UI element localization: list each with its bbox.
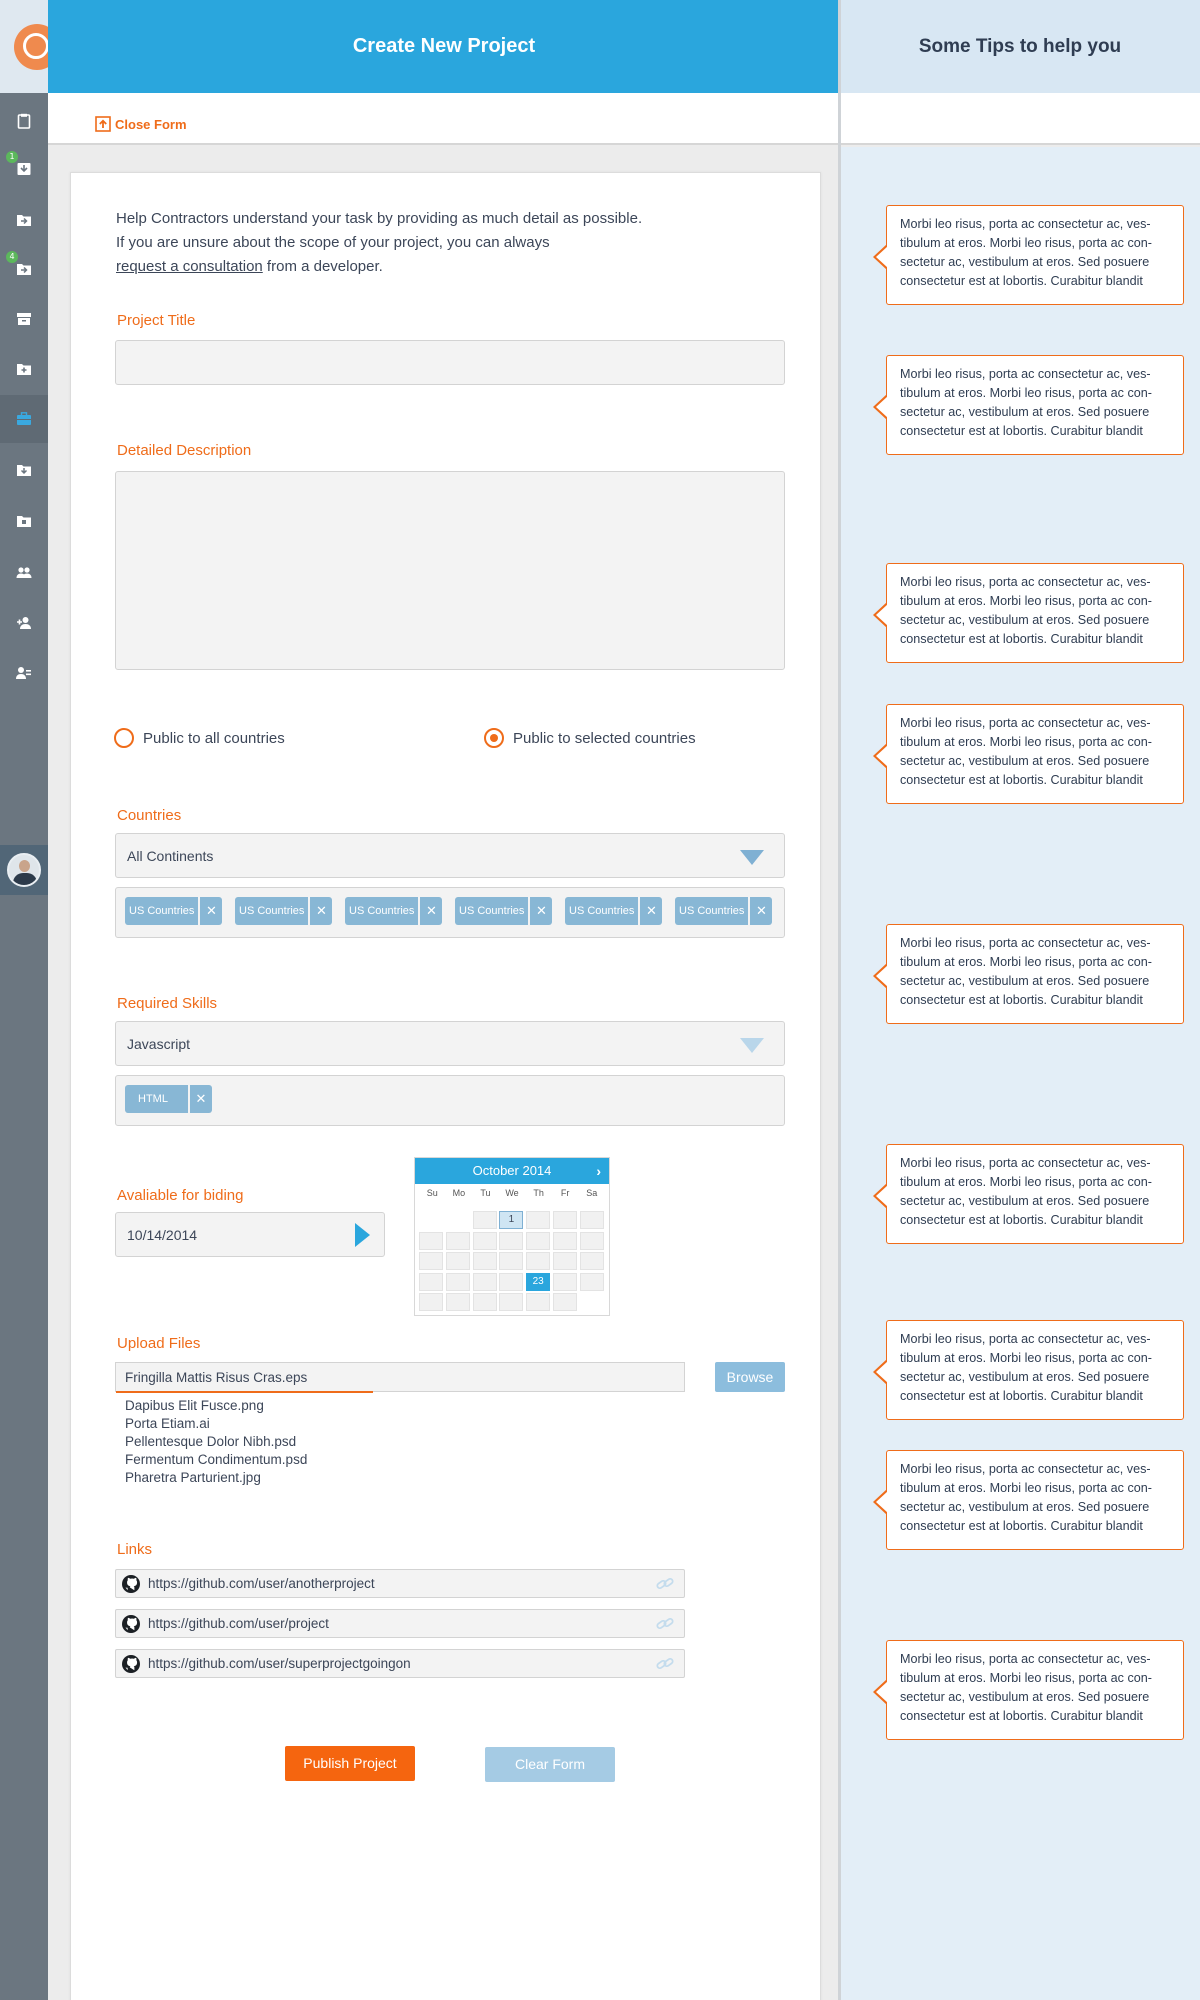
project-title-input[interactable] <box>115 340 785 385</box>
archive-icon <box>16 311 32 327</box>
folder-add-icon <box>16 361 32 377</box>
chevron-down-icon <box>740 1038 764 1053</box>
sidebar-item-folder-download[interactable] <box>0 446 48 494</box>
calendar-day[interactable] <box>473 1273 497 1291</box>
upload-arrow-icon <box>95 116 111 132</box>
countries-label: Countries <box>117 807 182 824</box>
next-month-icon[interactable]: › <box>596 1163 601 1179</box>
continents-select[interactable] <box>115 833 785 878</box>
radio-public-all[interactable] <box>114 728 285 748</box>
calendar-day[interactable] <box>499 1293 523 1311</box>
weekday: Th <box>533 1188 544 1198</box>
close-form-button[interactable] <box>95 116 187 132</box>
link-text: https://github.com/user/anotherproject <box>148 1576 375 1591</box>
link-text: https://github.com/user/project <box>148 1616 329 1631</box>
calendar-day[interactable] <box>526 1252 550 1270</box>
sidebar-item-inbox[interactable] <box>0 145 48 193</box>
calendar-day[interactable] <box>499 1273 523 1291</box>
sidebar-item-folder-add[interactable] <box>0 345 48 393</box>
consultation-link[interactable]: request a consultation <box>116 258 263 275</box>
clipboard-icon <box>16 113 32 129</box>
calendar-day[interactable] <box>580 1273 604 1291</box>
upload-current-file: Fringilla Mattis Risus Cras.eps <box>125 1370 308 1385</box>
weekday: Fr <box>560 1188 570 1198</box>
calendar-month: October 2014 <box>472 1163 552 1178</box>
skills-label: Required Skills <box>117 995 218 1012</box>
calendar-day[interactable] <box>580 1232 604 1250</box>
tag-label: US Countries <box>345 897 418 925</box>
calendar-header <box>415 1158 609 1184</box>
file-item[interactable]: Pharetra Parturient.jpg <box>125 1470 261 1485</box>
tip-callout: Morbi leo risus, porta ac consectetur ac, ves-tibulum at eros. Morbi leo risus, porta ac con-sectetur ac, vestibulum at eros. Sed posuere consectetur est at lobortis. Curabitur blandit <box>886 205 1184 305</box>
sidebar-item-forward[interactable] <box>0 196 48 244</box>
calendar-day[interactable] <box>419 1232 443 1250</box>
remove-tag-icon[interactable]: ✕ <box>640 897 662 925</box>
bid-date-label: Avaliable for biding <box>117 1187 244 1204</box>
tip-callout: Morbi leo risus, porta ac consectetur ac, ves-tibulum at eros. Morbi leo risus, porta ac con-sectetur ac, vestibulum at eros. Sed posuere consectetur est at lobortis. Curabitur blandit <box>886 1320 1184 1420</box>
tip-callout: Morbi leo risus, porta ac consectetur ac, ves-tibulum at eros. Morbi leo risus, porta ac con-sectetur ac, vestibulum at eros. Sed posuere consectetur est at lobortis. Curabitur blandit <box>886 1450 1184 1550</box>
upload-progress-bar <box>116 1391 373 1393</box>
calendar-day[interactable]: 23 <box>526 1273 550 1291</box>
tips-header <box>840 0 1200 93</box>
links-label: Links <box>117 1541 153 1558</box>
sidebar-item-archive[interactable] <box>0 295 48 343</box>
skills-select[interactable] <box>115 1021 785 1066</box>
tip-callout: Morbi leo risus, porta ac consectetur ac, ves-tibulum at eros. Morbi leo risus, porta ac con-sectetur ac, vestibulum at eros. Sed posuere consectetur est at lobortis. Curabitur blandit <box>886 704 1184 804</box>
page-header <box>48 0 840 93</box>
link-chain-icon[interactable] <box>656 1656 674 1672</box>
upload-file-input[interactable] <box>115 1362 685 1392</box>
remove-tag-icon[interactable]: ✕ <box>530 897 552 925</box>
tip-callout: Morbi leo risus, porta ac consectetur ac, ves-tibulum at eros. Morbi leo risus, porta ac con-sectetur ac, vestibulum at eros. Sed posuere consectetur est at lobortis. Curabitur blandit <box>886 355 1184 455</box>
calendar-day[interactable] <box>446 1273 470 1291</box>
calendar-day[interactable] <box>419 1252 443 1270</box>
tips-toolbar <box>840 93 1200 145</box>
sidebar-item-forward-2[interactable] <box>0 245 48 293</box>
calendar-day[interactable] <box>446 1293 470 1311</box>
calendar-day[interactable] <box>473 1211 497 1229</box>
calendar-day[interactable] <box>553 1211 577 1229</box>
country-tag <box>455 897 552 925</box>
calendar-day[interactable]: 1 <box>499 1211 523 1229</box>
upload-label: Upload Files <box>117 1335 201 1352</box>
project-title-label: Project Title <box>117 312 196 329</box>
folder-forward-icon <box>16 261 32 277</box>
sidebar-item-folder[interactable] <box>0 497 48 545</box>
tag-label: HTML <box>125 1085 188 1113</box>
close-form-label: Close Form <box>115 116 187 132</box>
link-input[interactable] <box>115 1569 685 1598</box>
folder-icon <box>16 513 32 529</box>
radio-public-selected[interactable] <box>484 728 696 748</box>
sidebar-item-add-user[interactable] <box>0 599 48 647</box>
tag-label: US Countries <box>455 897 528 925</box>
file-item[interactable]: Porta Etiam.ai <box>125 1416 210 1431</box>
publish-project-button[interactable]: Publish Project <box>285 1746 415 1781</box>
country-tags-box[interactable] <box>115 887 785 938</box>
tips-title: Some Tips to help you <box>918 35 1122 57</box>
link-input[interactable] <box>115 1649 685 1678</box>
remove-tag-icon[interactable]: ✕ <box>750 897 772 925</box>
description-textarea[interactable] <box>115 471 785 670</box>
form-intro <box>116 207 696 279</box>
folder-forward-icon <box>16 212 32 228</box>
github-icon <box>122 1615 140 1633</box>
radio-circle-all <box>114 728 134 748</box>
link-chain-icon[interactable] <box>656 1616 674 1632</box>
description-label: Detailed Description <box>117 442 252 459</box>
file-item[interactable]: Fermentum Condimentum.psd <box>125 1452 308 1467</box>
user-group-icon <box>16 665 32 681</box>
remove-tag-icon[interactable]: ✕ <box>190 1085 212 1113</box>
tip-callout: Morbi leo risus, porta ac consectetur ac, ves-tibulum at eros. Morbi leo risus, porta ac con-sectetur ac, vestibulum at eros. Sed posuere consectetur est at lobortis. Curabitur blandit <box>886 924 1184 1024</box>
intro-line-1: Help Contractors understand your task by providing as much detail as possible. <box>116 210 643 227</box>
calendar-day[interactable] <box>419 1273 443 1291</box>
tag-label: US Countries <box>675 897 748 925</box>
radio-public-selected-label: Public to selected countries <box>513 729 696 747</box>
notification-badge: 4 <box>6 251 18 263</box>
bid-date-input[interactable] <box>115 1212 385 1257</box>
calendar-day[interactable] <box>499 1232 523 1250</box>
weekday: Tu <box>480 1188 491 1198</box>
calendar-day[interactable] <box>499 1252 523 1270</box>
tag-label: US Countries <box>125 897 198 925</box>
country-tag <box>125 897 222 925</box>
weekday: Sa <box>586 1188 598 1198</box>
file-item[interactable]: Dapibus Elit Fusce.png <box>125 1398 264 1413</box>
skills-value: Javascript <box>127 1036 191 1052</box>
calendar-day[interactable] <box>473 1293 497 1311</box>
calendar-day[interactable] <box>553 1273 577 1291</box>
uploaded-files-list <box>125 1397 307 1487</box>
calendar-day[interactable] <box>580 1211 604 1229</box>
remove-tag-icon[interactable]: ✕ <box>200 897 222 925</box>
country-tag <box>675 897 772 925</box>
date-picker <box>414 1157 610 1316</box>
skill-tags-box[interactable] <box>115 1075 785 1126</box>
calendar-day[interactable] <box>553 1293 577 1311</box>
calendar-day[interactable] <box>446 1232 470 1250</box>
add-user-icon <box>16 615 32 631</box>
folder-download-icon <box>16 462 32 478</box>
radio-public-all-label: Public to all countries <box>143 729 285 747</box>
link-text: https://github.com/user/superprojectgoingon <box>148 1656 411 1671</box>
intro-line-2: If you are unsure about the scope of your project, you can always <box>116 234 550 251</box>
calendar-day[interactable] <box>580 1252 604 1270</box>
calendar-day[interactable] <box>526 1232 550 1250</box>
sidebar-item-user-group[interactable] <box>0 649 48 697</box>
weekday: Mo <box>452 1188 466 1198</box>
browse-button[interactable]: Browse <box>715 1362 785 1392</box>
github-icon <box>122 1655 140 1673</box>
form-toolbar <box>48 93 840 145</box>
page-title: Create New Project <box>352 35 536 57</box>
calendar-day[interactable] <box>446 1252 470 1270</box>
panel-divider <box>838 0 841 2000</box>
continents-value: All Continents <box>127 848 214 864</box>
intro-line-3 <box>116 255 696 279</box>
calendar-day[interactable] <box>553 1232 577 1250</box>
intro-line-3-rest: from a developer. <box>262 258 383 275</box>
calendar-day[interactable] <box>473 1252 497 1270</box>
notification-badge: 1 <box>6 151 18 163</box>
calendar-weekdays <box>415 1184 609 1198</box>
chevron-down-icon <box>740 850 764 865</box>
tip-callout: Morbi leo risus, porta ac consectetur ac, ves-tibulum at eros. Morbi leo risus, porta ac con-sectetur ac, vestibulum at eros. Sed posuere consectetur est at lobortis. Curabitur blandit <box>886 563 1184 663</box>
github-icon <box>122 1575 140 1593</box>
avatar-image <box>7 853 41 887</box>
calendar-day[interactable] <box>526 1293 550 1311</box>
country-tag <box>235 897 332 925</box>
tag-label: US Countries <box>565 897 638 925</box>
bid-date-value: 10/14/2014 <box>127 1227 198 1243</box>
sidebar-item-clipboard[interactable] <box>0 97 48 145</box>
country-tag <box>345 897 442 925</box>
calendar-day[interactable] <box>419 1293 443 1311</box>
tip-callout: Morbi leo risus, porta ac consectetur ac, ves-tibulum at eros. Morbi leo risus, porta ac con-sectetur ac, vestibulum at eros. Sed posuere consectetur est at lobortis. Curabitur blandit <box>886 1640 1184 1740</box>
user-avatar[interactable] <box>0 845 48 895</box>
clear-form-button[interactable]: Clear Form <box>485 1747 615 1782</box>
users-icon <box>16 565 32 581</box>
tip-callout: Morbi leo risus, porta ac consectetur ac, ves-tibulum at eros. Morbi leo risus, porta ac con-sectetur ac, vestibulum at eros. Sed posuere consectetur est at lobortis. Curabitur blandit <box>886 1144 1184 1244</box>
skill-tag <box>125 1085 212 1113</box>
calendar-day[interactable] <box>553 1252 577 1270</box>
sidebar-item-users[interactable] <box>0 549 48 597</box>
weekday: Su <box>426 1188 438 1198</box>
file-item[interactable]: Pellentesque Dolor Nibh.psd <box>125 1434 297 1449</box>
weekday: We <box>505 1188 519 1198</box>
link-input[interactable] <box>115 1609 685 1638</box>
remove-tag-icon[interactable]: ✕ <box>310 897 332 925</box>
radio-circle-selected <box>484 728 504 748</box>
sidebar-item-projects[interactable] <box>0 395 48 443</box>
remove-tag-icon[interactable]: ✕ <box>420 897 442 925</box>
link-chain-icon[interactable] <box>656 1576 674 1592</box>
calendar-day[interactable] <box>473 1232 497 1250</box>
briefcase-icon <box>16 411 32 427</box>
calendar-day[interactable] <box>526 1211 550 1229</box>
tag-label: US Countries <box>235 897 308 925</box>
open-calendar-icon[interactable] <box>355 1223 370 1247</box>
country-tag <box>565 897 662 925</box>
inbox-download-icon <box>16 161 32 177</box>
